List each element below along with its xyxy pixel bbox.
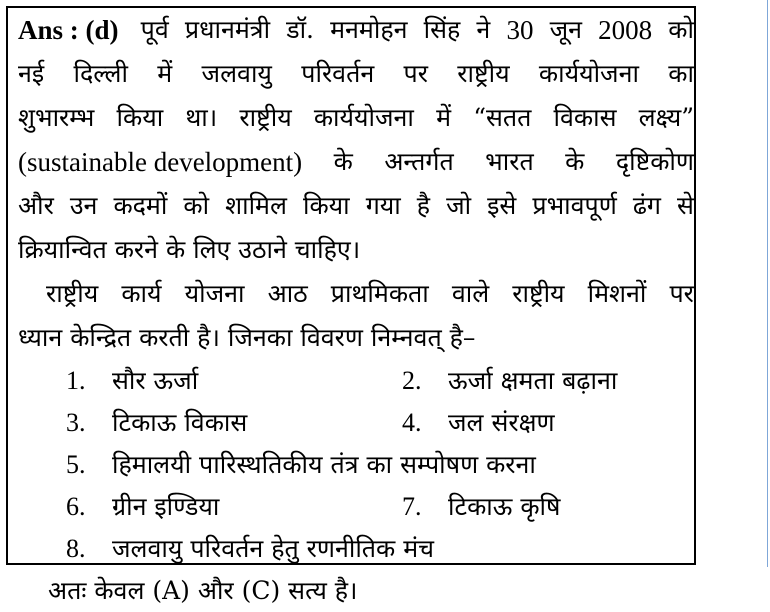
mission-row-1 <box>18 360 694 402</box>
answer-line-3 <box>18 96 694 140</box>
mission-row-5 <box>18 528 694 570</box>
english-term: (sustainable development) <box>18 147 303 177</box>
answer-line-5 <box>18 184 694 228</box>
mission-text: जलवायु परिवर्तन हेतु रणनीतिक मंच <box>112 534 435 563</box>
word: कार्य <box>121 279 162 308</box>
mission-text: ऊर्जा क्षमता बढ़ाना <box>448 366 618 395</box>
mission-row-3 <box>18 444 694 486</box>
conclusion-text: अतः केवल (A) और (C) सत्य है। <box>48 576 358 605</box>
word: किया <box>303 191 350 220</box>
mission-number: 7. <box>402 492 422 521</box>
word: राष्ट्रीय <box>46 279 99 308</box>
mission-number: 6. <box>66 492 86 521</box>
word: जो <box>446 191 472 220</box>
word: प्रभावपूर्ण <box>532 191 617 220</box>
word: दिल्ली <box>73 59 128 88</box>
word: “सतत <box>473 103 532 132</box>
word: इसे <box>487 191 517 220</box>
word: प्रधानमंत्री <box>184 15 271 44</box>
mission-item <box>402 360 617 402</box>
word: पर <box>403 59 428 88</box>
word: कार्ययोजना <box>538 59 639 88</box>
mission-text: टिकाऊ विकास <box>112 408 248 437</box>
mission-text: जल संरक्षण <box>448 408 555 437</box>
word: शुभारम्भ <box>18 103 95 132</box>
mission-item <box>66 444 536 486</box>
word: योजना <box>184 279 245 308</box>
mission-text: ग्रीन इण्डिया <box>112 492 220 521</box>
answer-content <box>18 8 694 612</box>
mission-row-2 <box>18 402 694 444</box>
word: और <box>18 191 54 220</box>
word: लक्ष्य” <box>638 103 694 132</box>
mission-number: 2. <box>402 366 422 395</box>
word: प्राथमिकता <box>330 279 429 308</box>
word: अन्तर्गत <box>384 147 454 176</box>
word: उन <box>69 191 98 220</box>
mission-item <box>66 402 247 444</box>
window-edge-divider <box>767 0 768 567</box>
mission-item <box>66 528 434 570</box>
word: डॉ. <box>286 15 314 44</box>
word: के <box>333 147 353 176</box>
mission-text: टिकाऊ कृषि <box>448 492 561 521</box>
mission-item <box>402 402 555 444</box>
word: परिवर्तन <box>301 59 375 88</box>
word: ढंग <box>632 191 662 220</box>
word: मनमोहन <box>330 15 408 44</box>
paragraph-2-line-2: ध्यान केन्द्रित करती है। जिनका विवरण निम्नवत् है– <box>18 323 476 352</box>
mission-text: हिमालयी पारिस्थतिकीय तंत्र का सम्पोषण करना <box>112 450 536 479</box>
word: शामिल <box>225 191 287 220</box>
word: 2008 <box>598 15 653 45</box>
word: भारत <box>485 147 534 176</box>
word: दृष्टिकोण <box>615 147 694 176</box>
word: 30 <box>506 15 534 45</box>
word: के <box>565 147 585 176</box>
word: को <box>668 15 694 44</box>
word: राष्ट्रीय <box>457 59 510 88</box>
word: है <box>416 191 431 220</box>
mission-text: सौर ऊर्जा <box>112 366 199 395</box>
word: जून <box>549 15 582 44</box>
mission-item <box>66 360 198 402</box>
word: ने <box>476 15 491 44</box>
word: से <box>677 191 694 220</box>
word: किया <box>116 103 164 132</box>
word: वाले <box>451 279 490 308</box>
answer-line-4 <box>18 140 694 184</box>
word: जलवायु <box>201 59 272 88</box>
word: का <box>668 59 694 88</box>
word: नई <box>18 59 45 88</box>
answer-line-6: क्रियान्वित करने के लिए उठाने चाहिए। <box>18 235 361 264</box>
answer-line-1 <box>18 8 694 52</box>
word: में <box>436 103 452 132</box>
word: कार्ययोजना <box>313 103 414 132</box>
conclusion-row <box>18 570 694 612</box>
mission-number: 4. <box>402 408 422 437</box>
mission-number: 5. <box>66 450 86 479</box>
word: आठ <box>267 279 308 308</box>
answer-label: Ans : (d) <box>18 15 119 45</box>
word: कदमों <box>113 191 168 220</box>
paragraph-2-line-1 <box>18 272 694 316</box>
mission-item <box>66 486 219 528</box>
word: पर <box>669 279 694 308</box>
word: राष्ट्रीय <box>239 103 292 132</box>
mission-number: 3. <box>66 408 86 437</box>
word: मिशनों <box>587 279 647 308</box>
word: को <box>183 191 210 220</box>
mission-row-4 <box>18 486 694 528</box>
word: सिंह <box>423 15 461 44</box>
mission-item <box>402 486 560 528</box>
word: राष्ट्रीय <box>512 279 565 308</box>
mission-number: 8. <box>66 534 86 563</box>
word: गया <box>365 191 401 220</box>
word: में <box>157 59 173 88</box>
word: पूर्व <box>140 15 169 44</box>
word: था। <box>185 103 218 132</box>
mission-number: 1. <box>66 366 86 395</box>
answer-line-2 <box>18 52 694 96</box>
word: विकास <box>553 103 617 132</box>
